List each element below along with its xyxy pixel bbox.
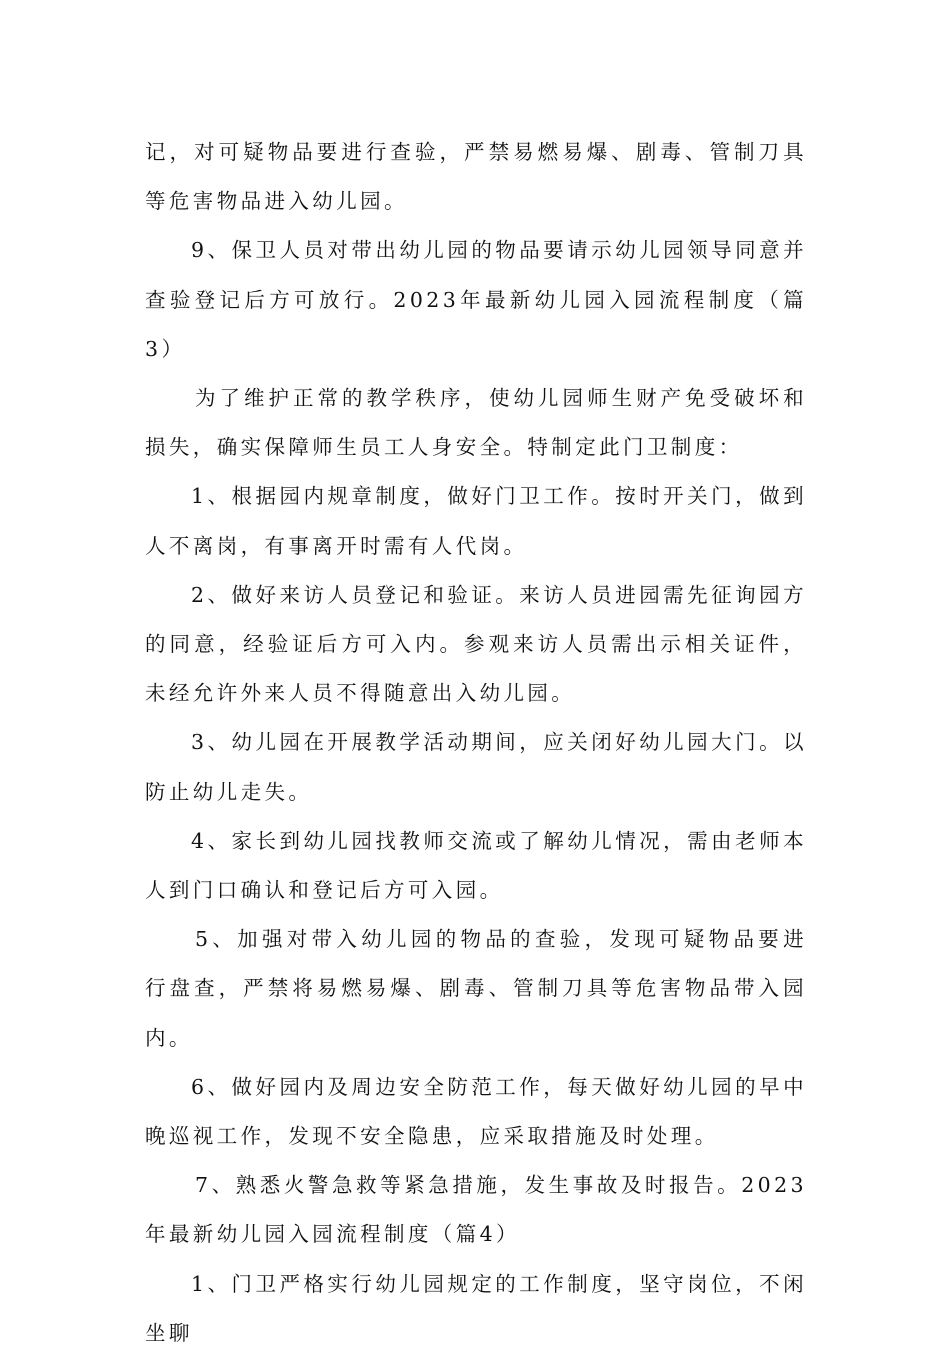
paragraph-item-6: 6、做好园内及周边安全防范工作，每天做好幼儿园的早中晚巡视工作，发现不安全隐患，应采取措施及时处理。	[145, 1074, 807, 1149]
paragraph-intro: 为了维护正常的教学秩序，使幼儿园师生财产免受破坏和损失，确实保障师生员工人身安全。特制定此门卫制度：	[145, 386, 807, 460]
paragraph-item-7: 7、熟悉火警急救等紧急措施，发生事故及时报告。2023年最新幼儿园入园流程制度（篇4）	[145, 1173, 807, 1247]
paragraph-item-1-section-4: 1、门卫严格实行幼儿园规定的工作制度，坚守岗位，不闲坐聊	[145, 1271, 807, 1345]
paragraph-item-4: 4、家长到幼儿园找教师交流或了解幼儿情况，需由老师本人到门口确认和登记后方可入园。	[145, 828, 807, 903]
document-body	[145, 128, 807, 1358]
paragraph-item-9: 9、保卫人员对带出幼儿园的物品要请示幼儿园领导同意并查验登记后方可放行。2023年最新幼儿园入园流程制度（篇3）	[145, 238, 807, 361]
paragraph-item-5: 5、加强对带入幼儿园的物品的查验，发现可疑物品要进行盘查，严禁将易燃易爆、剧毒、管制刀具等危害物品带入园内。	[145, 927, 807, 1050]
paragraph-continuation: 记，对可疑物品要进行查验，严禁易燃易爆、剧毒、管制刀具等危害物品进入幼儿园。	[145, 140, 807, 214]
paragraph-item-1: 1、根据园内规章制度，做好门卫工作。按时开关门，做到人不离岗，有事离开时需有人代岗。	[145, 484, 807, 558]
paragraph-item-2: 2、做好来访人员登记和验证。来访人员进园需先征询园方的同意，经验证后方可入内。参观来访人员需出示相关证件，未经允许外来人员不得随意出入幼儿园。	[145, 582, 807, 706]
paragraph-item-3: 3、幼儿园在开展教学活动期间，应关闭好幼儿园大门。以防止幼儿走失。	[145, 730, 807, 804]
